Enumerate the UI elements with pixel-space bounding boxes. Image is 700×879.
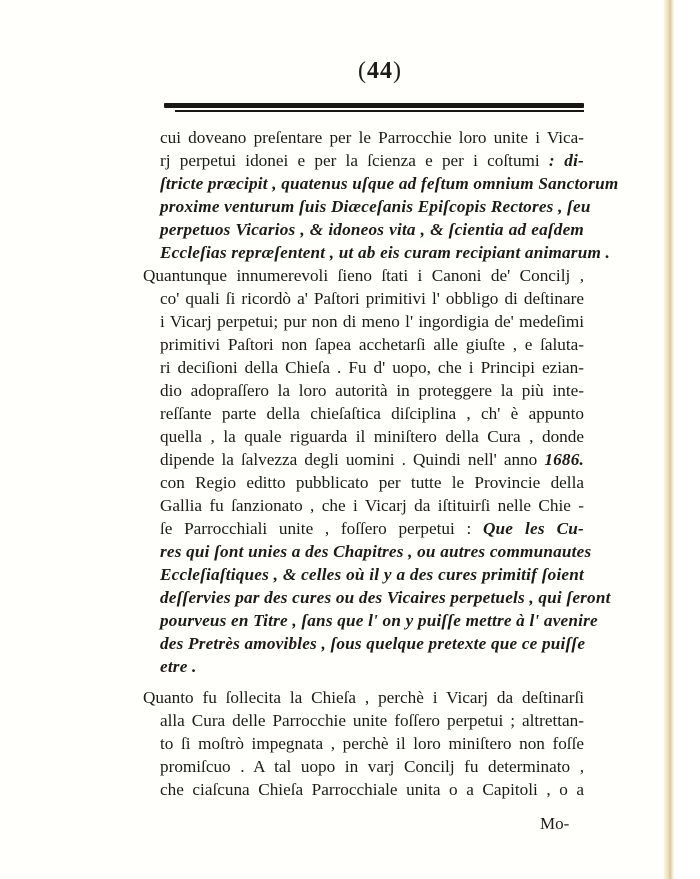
text-line (160, 425, 584, 448)
text-segment: reſſante parte della chieſaſtica diſciplina , ch' è appunto (160, 404, 584, 423)
text-line (160, 517, 584, 540)
text-segment: primitivi Paſtori non ſapea acchetarſi alle giuſte , e ſaluta- (160, 335, 584, 354)
text-line (160, 609, 598, 632)
text-line (160, 655, 584, 678)
paragraph-first-line (143, 686, 584, 709)
text-segment: rj perpetui idonei e per la ſcienza e per i coſtumi (160, 151, 549, 170)
text-segment: ri deciſioni della Chieſa . Fu d' uopo, che i Principi ezian- (160, 358, 584, 377)
paragraph-first-line (143, 264, 584, 287)
italic-quotation: perpetuos Vicarios , & idoneos vita , & ſcientia ad eaſdem (160, 220, 584, 239)
italic-quotation: 1686. (544, 450, 584, 469)
italic-quotation: : di- (548, 151, 584, 170)
text-line (160, 195, 591, 218)
text-segment: dipende la ſalvezza degli uomini . Quindi nell' anno (160, 450, 545, 469)
text-line (160, 471, 584, 494)
text-line (160, 333, 584, 356)
italic-quotation: Que les Cu- (482, 519, 584, 538)
text-line (160, 172, 619, 195)
text-segment: i Vicarj perpetui; pur non di meno l' ingordigia de' medeſimi (160, 312, 584, 331)
text-line (160, 563, 584, 586)
page-number (340, 58, 420, 85)
italic-quotation: deſſervies par des cures ou des Vicaires perpetuels , qui ſeront (160, 588, 611, 607)
italic-quotation: ſtricte præcipit , quatenus uſque ad feſtum omnium Sanctorum (160, 174, 619, 193)
italic-quotation: proxime venturum ſuis Diæceſanis Epiſcopis Rectores , ſeu (160, 197, 591, 216)
text-line (160, 540, 592, 563)
text-line (160, 149, 584, 172)
page-number-value: 44 (367, 58, 393, 84)
text-line (160, 310, 584, 333)
text-line (160, 755, 584, 778)
text-line (160, 732, 584, 755)
text-line (160, 402, 584, 425)
text-segment: ſe Parrocchiali unite , foſſero perpetui : (160, 519, 483, 538)
page-gutter-shadow (664, 0, 674, 879)
text-line (160, 632, 584, 655)
text-segment: che ciaſcuna Chieſa Parrocchiale unita o a Capitoli , o a (160, 780, 584, 799)
text-line (160, 379, 584, 402)
header-rule-thick (164, 103, 584, 108)
text-line (160, 126, 584, 149)
text-segment: to ſi moſtrò impegnata , perchè il loro miniſtero non foſſe (160, 734, 584, 753)
text-segment: quella , la quale riguarda il miniſtero della Cura , donde (160, 427, 584, 446)
text-line (160, 709, 584, 732)
text-line (160, 586, 611, 609)
text-segment: Gallia fu ſanzionato , che i Vicarj da iſtituirſi nelle Chie - (160, 496, 584, 515)
italic-quotation: Eccleſiaſtiques , & celles où il y a des cures primitif ſoient (160, 565, 584, 584)
catchword: Mo- (540, 814, 570, 833)
italic-quotation: res qui ſont unies a des Chapitres , ou autres communautes (160, 542, 592, 561)
text-segment: cui doveano preſentare per le Parrocchie loro unite i Vica- (160, 128, 584, 147)
text-line (160, 356, 584, 379)
text-segment: dio adopraſſero la loro autorità in proteggere la più inte- (160, 381, 584, 400)
text-line (160, 287, 584, 310)
text-line (160, 494, 584, 517)
text-line (160, 778, 584, 801)
italic-quotation: Eccleſias repræſentent , ut ab eis curam recipiant animarum . (160, 243, 611, 262)
text-segment: con Regio editto pubblicato per tutte le Provincie della (160, 473, 584, 492)
body-text (143, 126, 619, 801)
italic-quotation: pourveus en Titre , ſans que l' on y puiſſe mettre à l' avenire (160, 611, 598, 630)
page-number-close-paren: ) (393, 58, 402, 84)
italic-quotation: des Pretrès amovibles , ſous quelque pretexte que ce puiſſe (160, 634, 586, 653)
text-segment: Quantunque innumerevoli ſieno ſtati i Canoni de' Concilj , (143, 266, 584, 285)
italic-quotation: etre . (160, 657, 197, 676)
text-line (160, 218, 584, 241)
text-segment: promiſcuo . A tal uopo in varj Concilj fu determinato , (160, 757, 584, 776)
page-number-open-paren: ( (358, 58, 367, 84)
text-segment: alla Cura delle Parrocchie unite foſſero perpetui ; altrettan- (160, 711, 584, 730)
header-rule-thin (175, 110, 584, 112)
text-line (160, 448, 584, 471)
text-segment: Quanto fu ſollecita la Chieſa , perchè i Vicarj da deſtinarſi (143, 688, 584, 707)
text-segment: co' quali ſi ricordò a' Paſtori primitivi l' obbligo di deſtinare (160, 289, 584, 308)
text-line (160, 241, 611, 264)
